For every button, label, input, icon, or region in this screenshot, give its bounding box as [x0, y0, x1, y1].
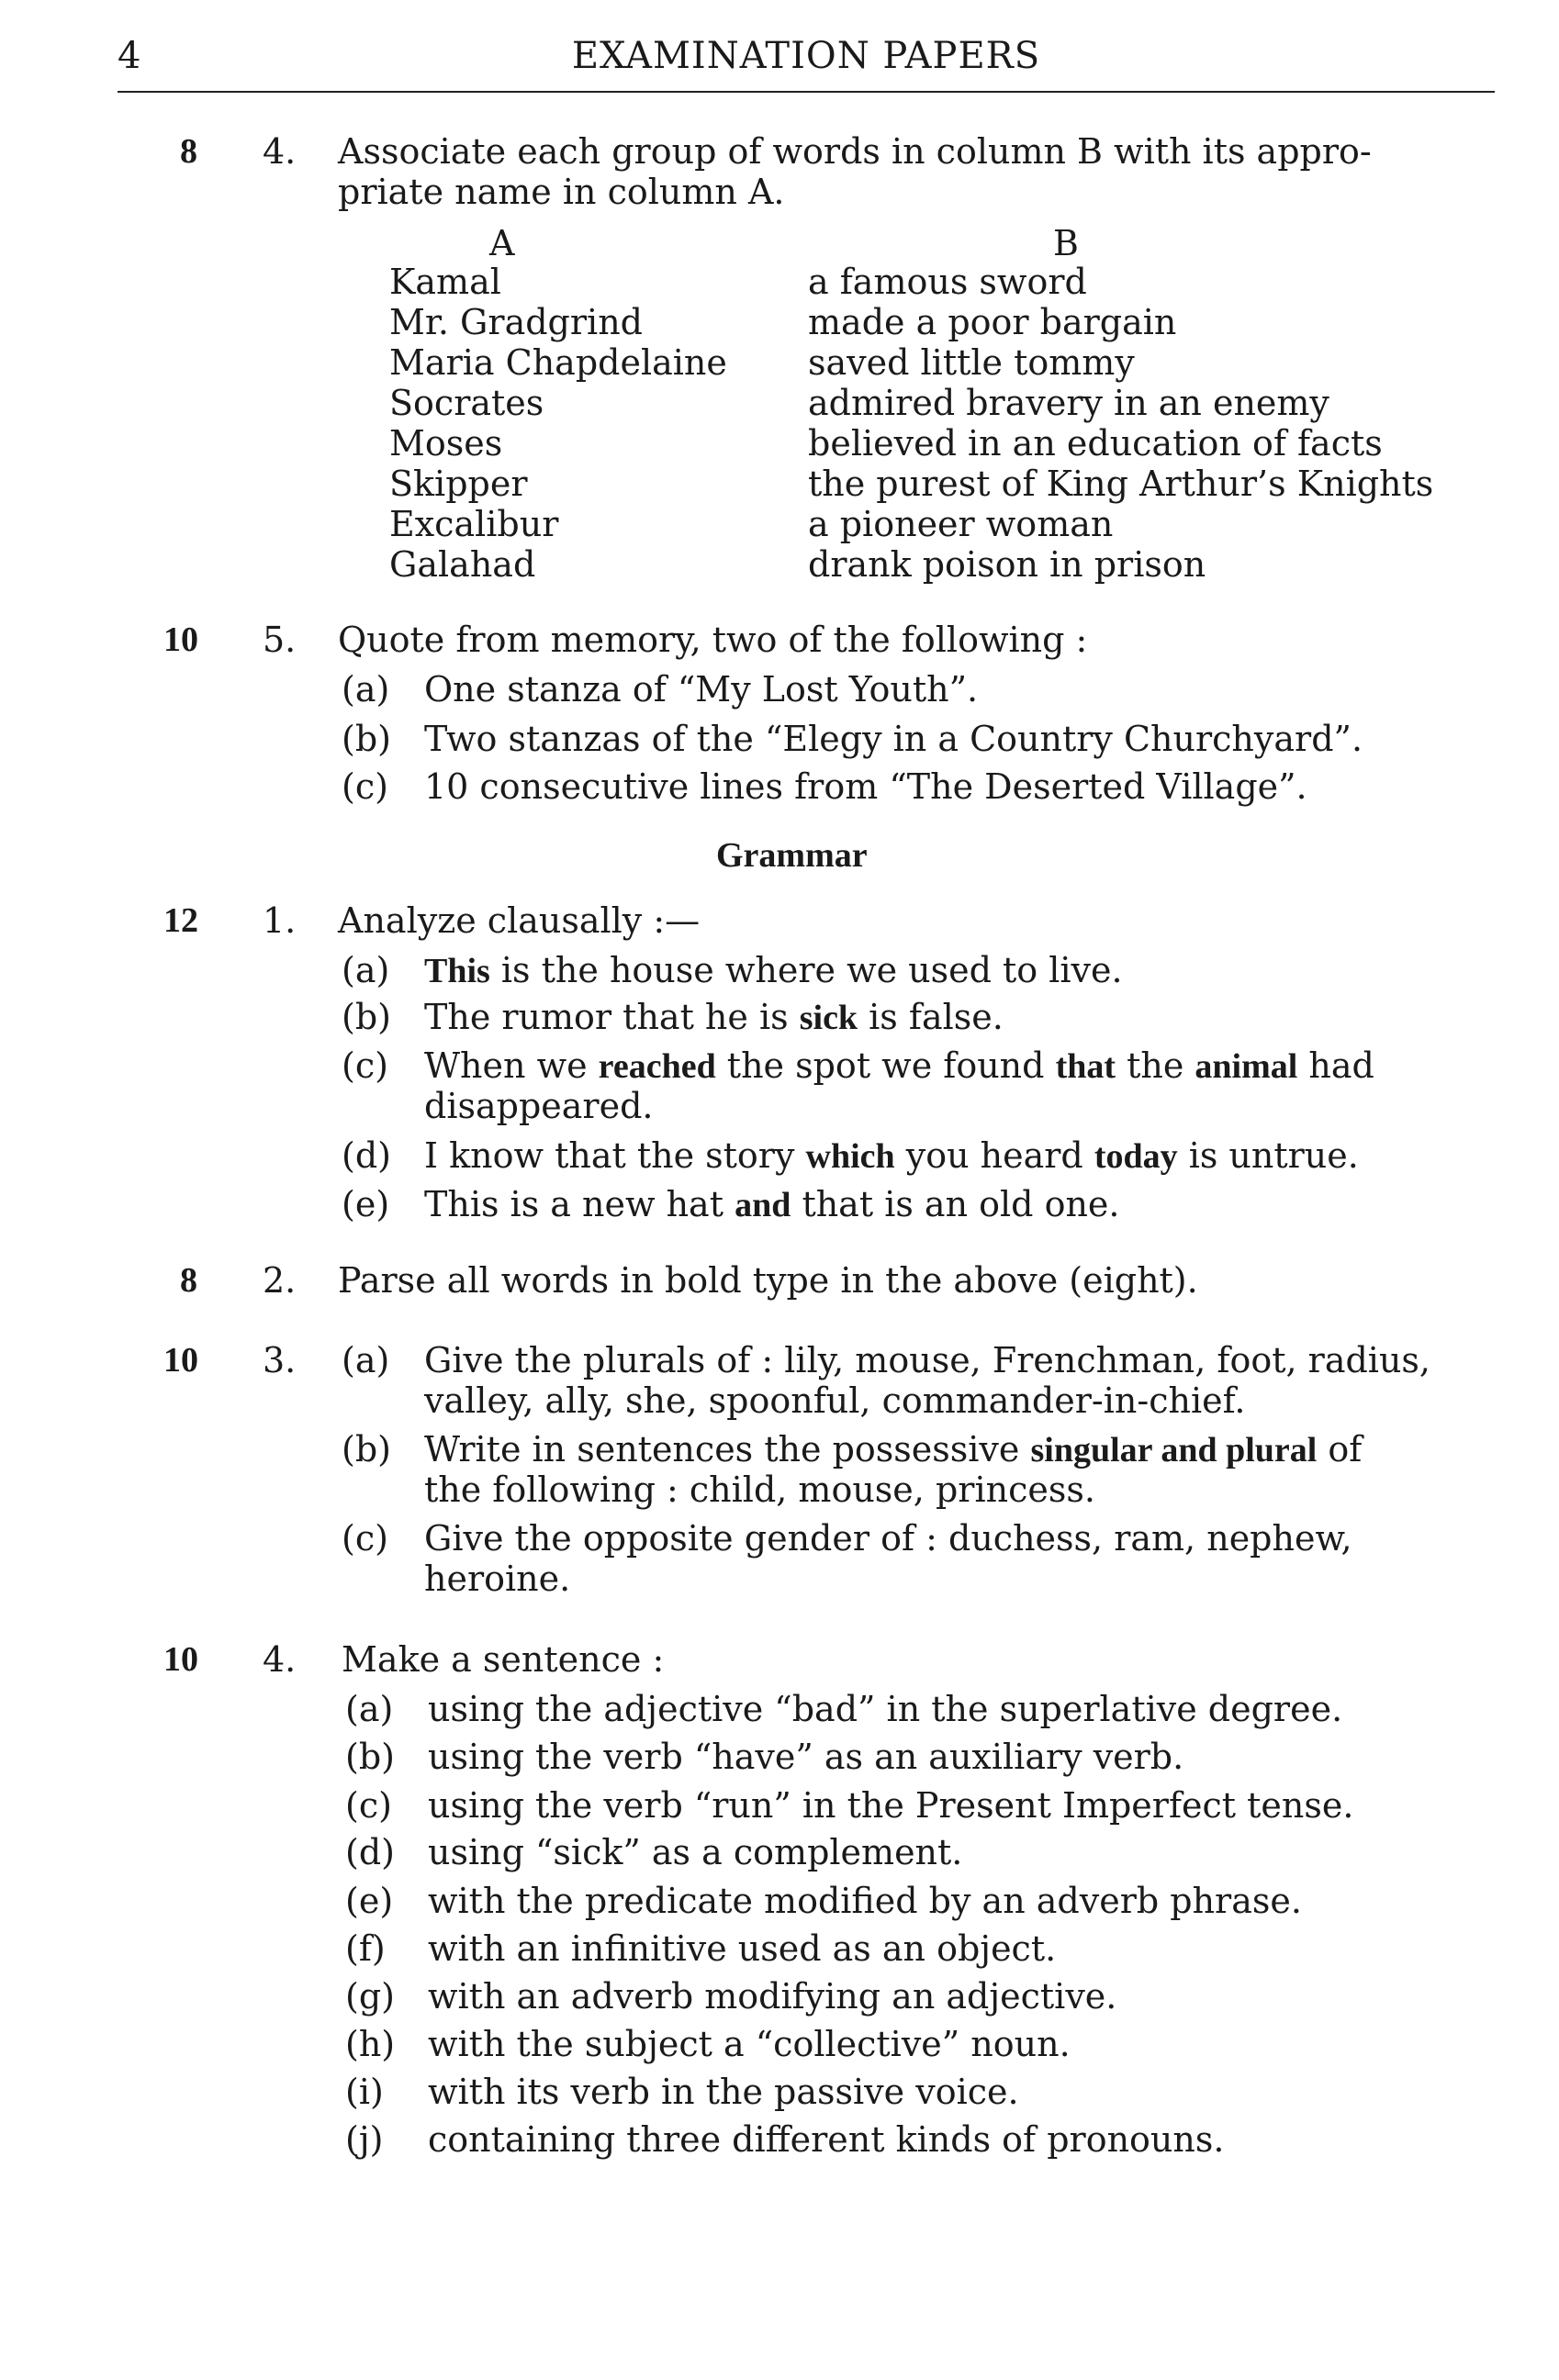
q5-marks: 10 — [163, 620, 198, 659]
column-a-header: A — [489, 223, 515, 263]
g4-item-text: with the subject a “collective” noun. — [428, 2024, 1071, 2064]
g3-c-line1: Give the opposite gender of : duchess, ram, nephew, — [424, 1518, 1352, 1559]
g4-item-text: with its verb in the passive voice. — [428, 2072, 1019, 2112]
g4-item-text: using “sick” as a complement. — [428, 1832, 963, 1872]
col-a-item: Maria Chapdelaine — [389, 342, 727, 383]
col-b-item: saved little tommy — [808, 342, 1135, 383]
g4-item-label: (i) — [345, 2072, 384, 2112]
q5-text: Quote from memory, two of the following : — [338, 620, 1088, 660]
g3-b-line2: the following : child, mouse, princess. — [424, 1469, 1095, 1510]
g3-marks: 10 — [163, 1341, 198, 1380]
running-title: EXAMINATION PAPERS — [571, 35, 1041, 77]
g4-item-text: using the verb “run” in the Present Imperfect tense. — [428, 1785, 1354, 1826]
g1-e-label: (e) — [342, 1184, 390, 1224]
g1-a-text: This is the house where we used to live. — [424, 950, 1123, 990]
g4-item-label: (f) — [345, 1928, 386, 1969]
g4-item-text: using the verb “have” as an auxiliary verb. — [428, 1737, 1184, 1777]
q4-text-line2: priate name in column A. — [338, 172, 785, 212]
g3-a-line2: valley, ally, she, spoonful, commander-in-chief. — [424, 1380, 1246, 1421]
q5-number: 5. — [263, 620, 297, 660]
col-b-item: believed in an education of facts — [808, 423, 1383, 464]
g4-item-text: using the adjective “bad” in the superlative degree. — [428, 1689, 1343, 1729]
col-b-item: drank poison in prison — [808, 544, 1206, 585]
q5-item-text: Two stanzas of the “Elegy in a Country Churchyard”. — [424, 719, 1363, 759]
g4-item-text: with the predicate modified by an adverb phrase. — [428, 1881, 1302, 1921]
g1-marks: 12 — [163, 901, 198, 940]
section-title-grammar: Grammar — [716, 836, 868, 875]
g1-b-text: The rumor that he is sick is false. — [424, 997, 1004, 1037]
page-header — [118, 35, 1495, 81]
col-a-item: Moses — [389, 423, 503, 464]
q5-item-text: 10 consecutive lines from “The Deserted Village”. — [424, 766, 1307, 807]
col-b-item: a famous sword — [808, 262, 1087, 302]
g3-a-label: (a) — [342, 1340, 390, 1380]
q4-number: 4. — [263, 131, 297, 172]
header-rule — [118, 91, 1495, 93]
col-a-item: Galahad — [389, 544, 536, 585]
column-b-header: B — [1053, 223, 1079, 263]
g4-item-text: with an infinitive used as an object. — [428, 1928, 1057, 1969]
g1-e-text: This is a new hat and that is an old one. — [424, 1184, 1120, 1224]
g1-a-label: (a) — [342, 950, 390, 990]
page-number: 4 — [118, 35, 141, 77]
g4-item-label: (j) — [345, 2119, 384, 2160]
g4-item-label: (e) — [345, 1881, 394, 1921]
q5-item-text: One stanza of “My Lost Youth”. — [424, 669, 979, 710]
g4-number: 4. — [263, 1639, 297, 1680]
col-a-item: Skipper — [389, 464, 528, 504]
g4-item-label: (a) — [345, 1689, 394, 1729]
col-a-item: Kamal — [389, 262, 501, 302]
g3-a-line1: Give the plurals of : lily, mouse, Frenchman, foot, radius, — [424, 1340, 1431, 1380]
g1-number: 1. — [263, 900, 297, 941]
q5-item-label: (c) — [342, 766, 388, 807]
g1-b-label: (b) — [342, 997, 391, 1037]
g2-text: Parse all words in bold type in the above (eight). — [338, 1260, 1198, 1301]
col-a-item: Socrates — [389, 383, 544, 423]
g4-item-label: (d) — [345, 1832, 395, 1872]
col-b-item: made a poor bargain — [808, 302, 1177, 342]
col-b-item: admired bravery in an enemy — [808, 383, 1329, 423]
g3-c-line2: heroine. — [424, 1559, 571, 1599]
col-b-item: the purest of King Arthur’s Knights — [808, 464, 1434, 504]
g2-number: 2. — [263, 1260, 297, 1301]
g4-item-label: (g) — [345, 1976, 395, 2017]
g1-d-text: I know that the story which you heard today is untrue. — [424, 1135, 1359, 1176]
g1-text: Analyze clausally :— — [338, 900, 701, 941]
g4-item-label: (c) — [345, 1785, 392, 1826]
g4-item-text: containing three different kinds of pronouns. — [428, 2119, 1225, 2160]
q4-marks: 8 — [180, 132, 197, 171]
g3-number: 3. — [263, 1340, 297, 1380]
g1-c-text: When we reached the spot we found that the animal had — [424, 1045, 1374, 1086]
g4-item-label: (h) — [345, 2024, 396, 2064]
g1-c-label: (c) — [342, 1045, 388, 1086]
g3-b-line1: Write in sentences the possessive singular and plural of — [424, 1429, 1363, 1469]
g4-item-label: (b) — [345, 1737, 395, 1777]
g1-d-label: (d) — [342, 1135, 391, 1176]
g1-c-text-line2: disappeared. — [424, 1086, 654, 1126]
col-a-item: Excalibur — [389, 504, 559, 544]
g4-text: Make a sentence : — [342, 1639, 665, 1680]
q5-item-label: (a) — [342, 669, 390, 710]
col-a-item: Mr. Gradgrind — [389, 302, 644, 342]
g4-marks: 10 — [163, 1640, 198, 1679]
g2-marks: 8 — [180, 1261, 197, 1300]
q5-item-label: (b) — [342, 719, 391, 759]
g4-item-text: with an adverb modifying an adjective. — [428, 1976, 1117, 2017]
q4-text-line1: Associate each group of words in column B with its appro- — [338, 131, 1372, 172]
g3-c-label: (c) — [342, 1518, 388, 1559]
col-b-item: a pioneer woman — [808, 504, 1114, 544]
g3-b-label: (b) — [342, 1429, 391, 1469]
